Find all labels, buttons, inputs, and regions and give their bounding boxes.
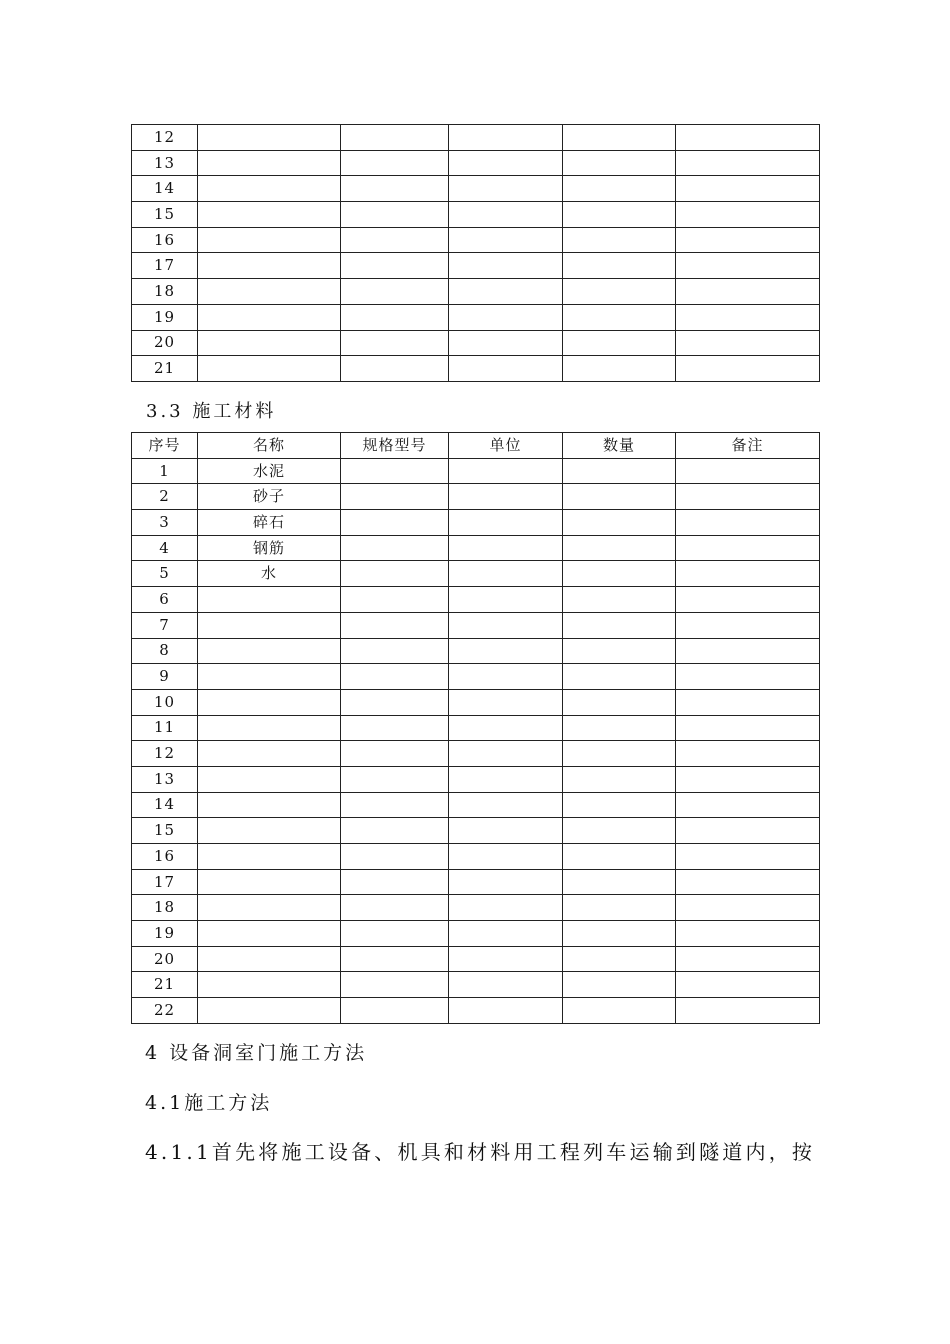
table-cell [198, 844, 341, 870]
table-cell [341, 150, 449, 176]
table-cell [198, 330, 341, 356]
table-cell [676, 279, 820, 305]
table-cell [341, 125, 449, 151]
equipment-table-body [132, 125, 820, 382]
table-cell [563, 330, 676, 356]
table-cell [341, 766, 449, 792]
table-cell: 7 [132, 612, 198, 638]
equipment-table-continued [131, 124, 820, 382]
table-cell [449, 895, 563, 921]
table-cell [341, 638, 449, 664]
table-cell: 4 [132, 535, 198, 561]
table-cell [563, 715, 676, 741]
table-row [132, 458, 820, 484]
table-cell [449, 818, 563, 844]
table-cell [449, 638, 563, 664]
table-cell [449, 766, 563, 792]
table-cell [341, 715, 449, 741]
table-cell [341, 818, 449, 844]
table-cell [449, 972, 563, 998]
table-row [132, 869, 820, 895]
table-cell [341, 689, 449, 715]
table-row [132, 510, 820, 536]
header-cell: 单位 [449, 433, 563, 459]
table-cell [676, 227, 820, 253]
table-cell [198, 895, 341, 921]
table-cell [341, 792, 449, 818]
table-cell: 17 [132, 869, 198, 895]
table-cell [198, 946, 341, 972]
table-cell [341, 998, 449, 1024]
table-cell: 20 [132, 330, 198, 356]
table-cell [676, 972, 820, 998]
table-cell [563, 253, 676, 279]
table-cell [449, 330, 563, 356]
table-cell [449, 946, 563, 972]
materials-table-body [132, 458, 820, 1023]
table-cell [341, 253, 449, 279]
table-cell [676, 125, 820, 151]
table-row [132, 946, 820, 972]
table-cell [449, 279, 563, 305]
table-cell [341, 972, 449, 998]
table-cell [449, 227, 563, 253]
table-cell [676, 304, 820, 330]
header-cell: 规格型号 [341, 433, 449, 459]
table-row [132, 535, 820, 561]
table-cell: 21 [132, 972, 198, 998]
table-cell [341, 587, 449, 613]
table-row [132, 176, 820, 202]
table-cell: 碎石 [198, 510, 341, 536]
table-cell [563, 279, 676, 305]
table-cell: 1 [132, 458, 198, 484]
table-cell [676, 869, 820, 895]
table-cell [563, 998, 676, 1024]
table-row [132, 741, 820, 767]
table-row [132, 844, 820, 870]
table-cell [449, 253, 563, 279]
table-cell [198, 125, 341, 151]
table-cell: 钢筋 [198, 535, 341, 561]
table-cell: 水泥 [198, 458, 341, 484]
table-cell [676, 638, 820, 664]
table-cell [563, 946, 676, 972]
table-cell: 16 [132, 844, 198, 870]
table-row [132, 484, 820, 510]
table-cell [676, 818, 820, 844]
table-cell [563, 972, 676, 998]
table-cell [563, 458, 676, 484]
table-cell [449, 510, 563, 536]
table-cell [563, 561, 676, 587]
table-cell [341, 227, 449, 253]
table-cell: 砂子 [198, 484, 341, 510]
table-cell [449, 998, 563, 1024]
table-cell [676, 150, 820, 176]
table-cell: 5 [132, 561, 198, 587]
table-cell [676, 998, 820, 1024]
table-cell [563, 921, 676, 947]
table-row [132, 921, 820, 947]
table-cell: 17 [132, 253, 198, 279]
table-cell [198, 227, 341, 253]
table-cell: 14 [132, 176, 198, 202]
table-cell [198, 869, 341, 895]
table-cell [563, 535, 676, 561]
table-row [132, 561, 820, 587]
table-cell [676, 766, 820, 792]
table-cell: 12 [132, 741, 198, 767]
table-cell [563, 664, 676, 690]
table-cell [449, 741, 563, 767]
table-cell [676, 689, 820, 715]
table-cell [676, 587, 820, 613]
table-cell [198, 279, 341, 305]
table-cell [676, 458, 820, 484]
table-row [132, 227, 820, 253]
table-row [132, 972, 820, 998]
table-cell [676, 741, 820, 767]
table-cell: 19 [132, 921, 198, 947]
table-row [132, 766, 820, 792]
table-row [132, 612, 820, 638]
table-cell [341, 458, 449, 484]
table-row [132, 664, 820, 690]
table-row [132, 689, 820, 715]
table-cell [563, 818, 676, 844]
table-cell: 15 [132, 818, 198, 844]
table-cell [198, 818, 341, 844]
table-row [132, 638, 820, 664]
table-cell [563, 689, 676, 715]
table-cell [676, 176, 820, 202]
table-cell [449, 176, 563, 202]
table-row [132, 792, 820, 818]
table-row [132, 304, 820, 330]
table-cell [563, 612, 676, 638]
table-cell [563, 844, 676, 870]
table-cell [198, 689, 341, 715]
table-cell [198, 792, 341, 818]
table-cell [563, 176, 676, 202]
table-cell: 18 [132, 279, 198, 305]
table-cell [198, 766, 341, 792]
table-cell [198, 972, 341, 998]
table-cell [563, 792, 676, 818]
table-cell [449, 304, 563, 330]
table-cell [676, 921, 820, 947]
table-cell [198, 587, 341, 613]
table-cell [676, 253, 820, 279]
table-cell [563, 484, 676, 510]
table-cell: 11 [132, 715, 198, 741]
materials-header-row [132, 433, 820, 459]
table-cell [198, 998, 341, 1024]
table-cell [676, 715, 820, 741]
table-row [132, 253, 820, 279]
table-cell: 8 [132, 638, 198, 664]
table-cell: 6 [132, 587, 198, 613]
table-cell: 10 [132, 689, 198, 715]
table-cell [676, 612, 820, 638]
table-cell: 9 [132, 664, 198, 690]
table-cell [198, 741, 341, 767]
table-cell [449, 689, 563, 715]
table-cell [563, 202, 676, 228]
table-cell [449, 869, 563, 895]
table-cell: 13 [132, 766, 198, 792]
table-cell: 3 [132, 510, 198, 536]
table-cell: 19 [132, 304, 198, 330]
section-heading-materials: 3.3 施工材料 [146, 401, 277, 422]
table-cell [563, 304, 676, 330]
table-cell [449, 202, 563, 228]
materials-table [131, 432, 820, 1024]
table-cell [676, 561, 820, 587]
table-cell [341, 869, 449, 895]
table-row [132, 895, 820, 921]
table-cell [341, 356, 449, 382]
table-cell: 16 [132, 227, 198, 253]
table-cell [341, 741, 449, 767]
table-cell [563, 587, 676, 613]
table-cell [198, 202, 341, 228]
table-cell [198, 150, 341, 176]
table-cell [449, 792, 563, 818]
table-cell [341, 176, 449, 202]
table-cell [563, 510, 676, 536]
table-cell: 22 [132, 998, 198, 1024]
table-cell [449, 921, 563, 947]
table-row [132, 356, 820, 382]
table-row [132, 998, 820, 1024]
table-cell [449, 535, 563, 561]
table-cell [563, 895, 676, 921]
table-cell [563, 869, 676, 895]
table-cell [198, 638, 341, 664]
table-cell [449, 844, 563, 870]
table-cell [676, 895, 820, 921]
table-cell [676, 946, 820, 972]
table-cell [449, 356, 563, 382]
table-cell [449, 458, 563, 484]
table-cell: 13 [132, 150, 198, 176]
table-cell [563, 638, 676, 664]
table-cell [676, 844, 820, 870]
header-cell: 名称 [198, 433, 341, 459]
table-row [132, 330, 820, 356]
table-row [132, 715, 820, 741]
table-cell [449, 484, 563, 510]
table-cell [341, 664, 449, 690]
table-cell [341, 535, 449, 561]
header-cell: 序号 [132, 433, 198, 459]
table-cell [341, 330, 449, 356]
table-cell [563, 766, 676, 792]
table-row [132, 125, 820, 151]
table-cell [198, 253, 341, 279]
table-cell [563, 150, 676, 176]
table-cell: 12 [132, 125, 198, 151]
table-cell [198, 612, 341, 638]
table-cell [449, 561, 563, 587]
table-cell [341, 612, 449, 638]
table-cell [341, 304, 449, 330]
table-cell [676, 330, 820, 356]
table-cell [198, 304, 341, 330]
table-cell: 2 [132, 484, 198, 510]
table-row [132, 279, 820, 305]
table-cell: 15 [132, 202, 198, 228]
table-cell [676, 484, 820, 510]
table-cell: 20 [132, 946, 198, 972]
table-row [132, 818, 820, 844]
table-cell [341, 484, 449, 510]
table-cell [341, 561, 449, 587]
table-cell [676, 792, 820, 818]
table-cell [449, 125, 563, 151]
table-row [132, 150, 820, 176]
table-cell [341, 844, 449, 870]
section-heading-door-construction: 4 设备洞室门施工方法 [145, 1042, 368, 1064]
table-cell [449, 612, 563, 638]
table-cell [341, 921, 449, 947]
table-cell [676, 535, 820, 561]
paragraph-4-1-1: 4.1.1首先将施工设备、机具和材料用工程列车运输到隧道内，按 [145, 1140, 816, 1164]
table-cell: 21 [132, 356, 198, 382]
table-cell [449, 715, 563, 741]
table-cell [563, 741, 676, 767]
table-cell [563, 227, 676, 253]
table-cell [676, 202, 820, 228]
table-cell [449, 587, 563, 613]
table-cell [676, 664, 820, 690]
table-cell [198, 664, 341, 690]
header-cell: 备注 [676, 433, 820, 459]
table-cell [341, 279, 449, 305]
table-cell [341, 510, 449, 536]
table-cell: 水 [198, 561, 341, 587]
table-cell: 14 [132, 792, 198, 818]
table-row [132, 202, 820, 228]
table-cell [449, 664, 563, 690]
table-cell [198, 715, 341, 741]
table-row [132, 587, 820, 613]
table-cell [198, 921, 341, 947]
table-cell: 18 [132, 895, 198, 921]
table-cell [341, 946, 449, 972]
table-cell [676, 510, 820, 536]
header-cell: 数量 [563, 433, 676, 459]
table-cell [676, 356, 820, 382]
section-heading-construction-method: 4.1施工方法 [145, 1092, 273, 1114]
table-cell [563, 125, 676, 151]
table-cell [563, 356, 676, 382]
table-cell [341, 202, 449, 228]
table-cell [341, 895, 449, 921]
table-cell [198, 176, 341, 202]
table-cell [449, 150, 563, 176]
table-cell [198, 356, 341, 382]
